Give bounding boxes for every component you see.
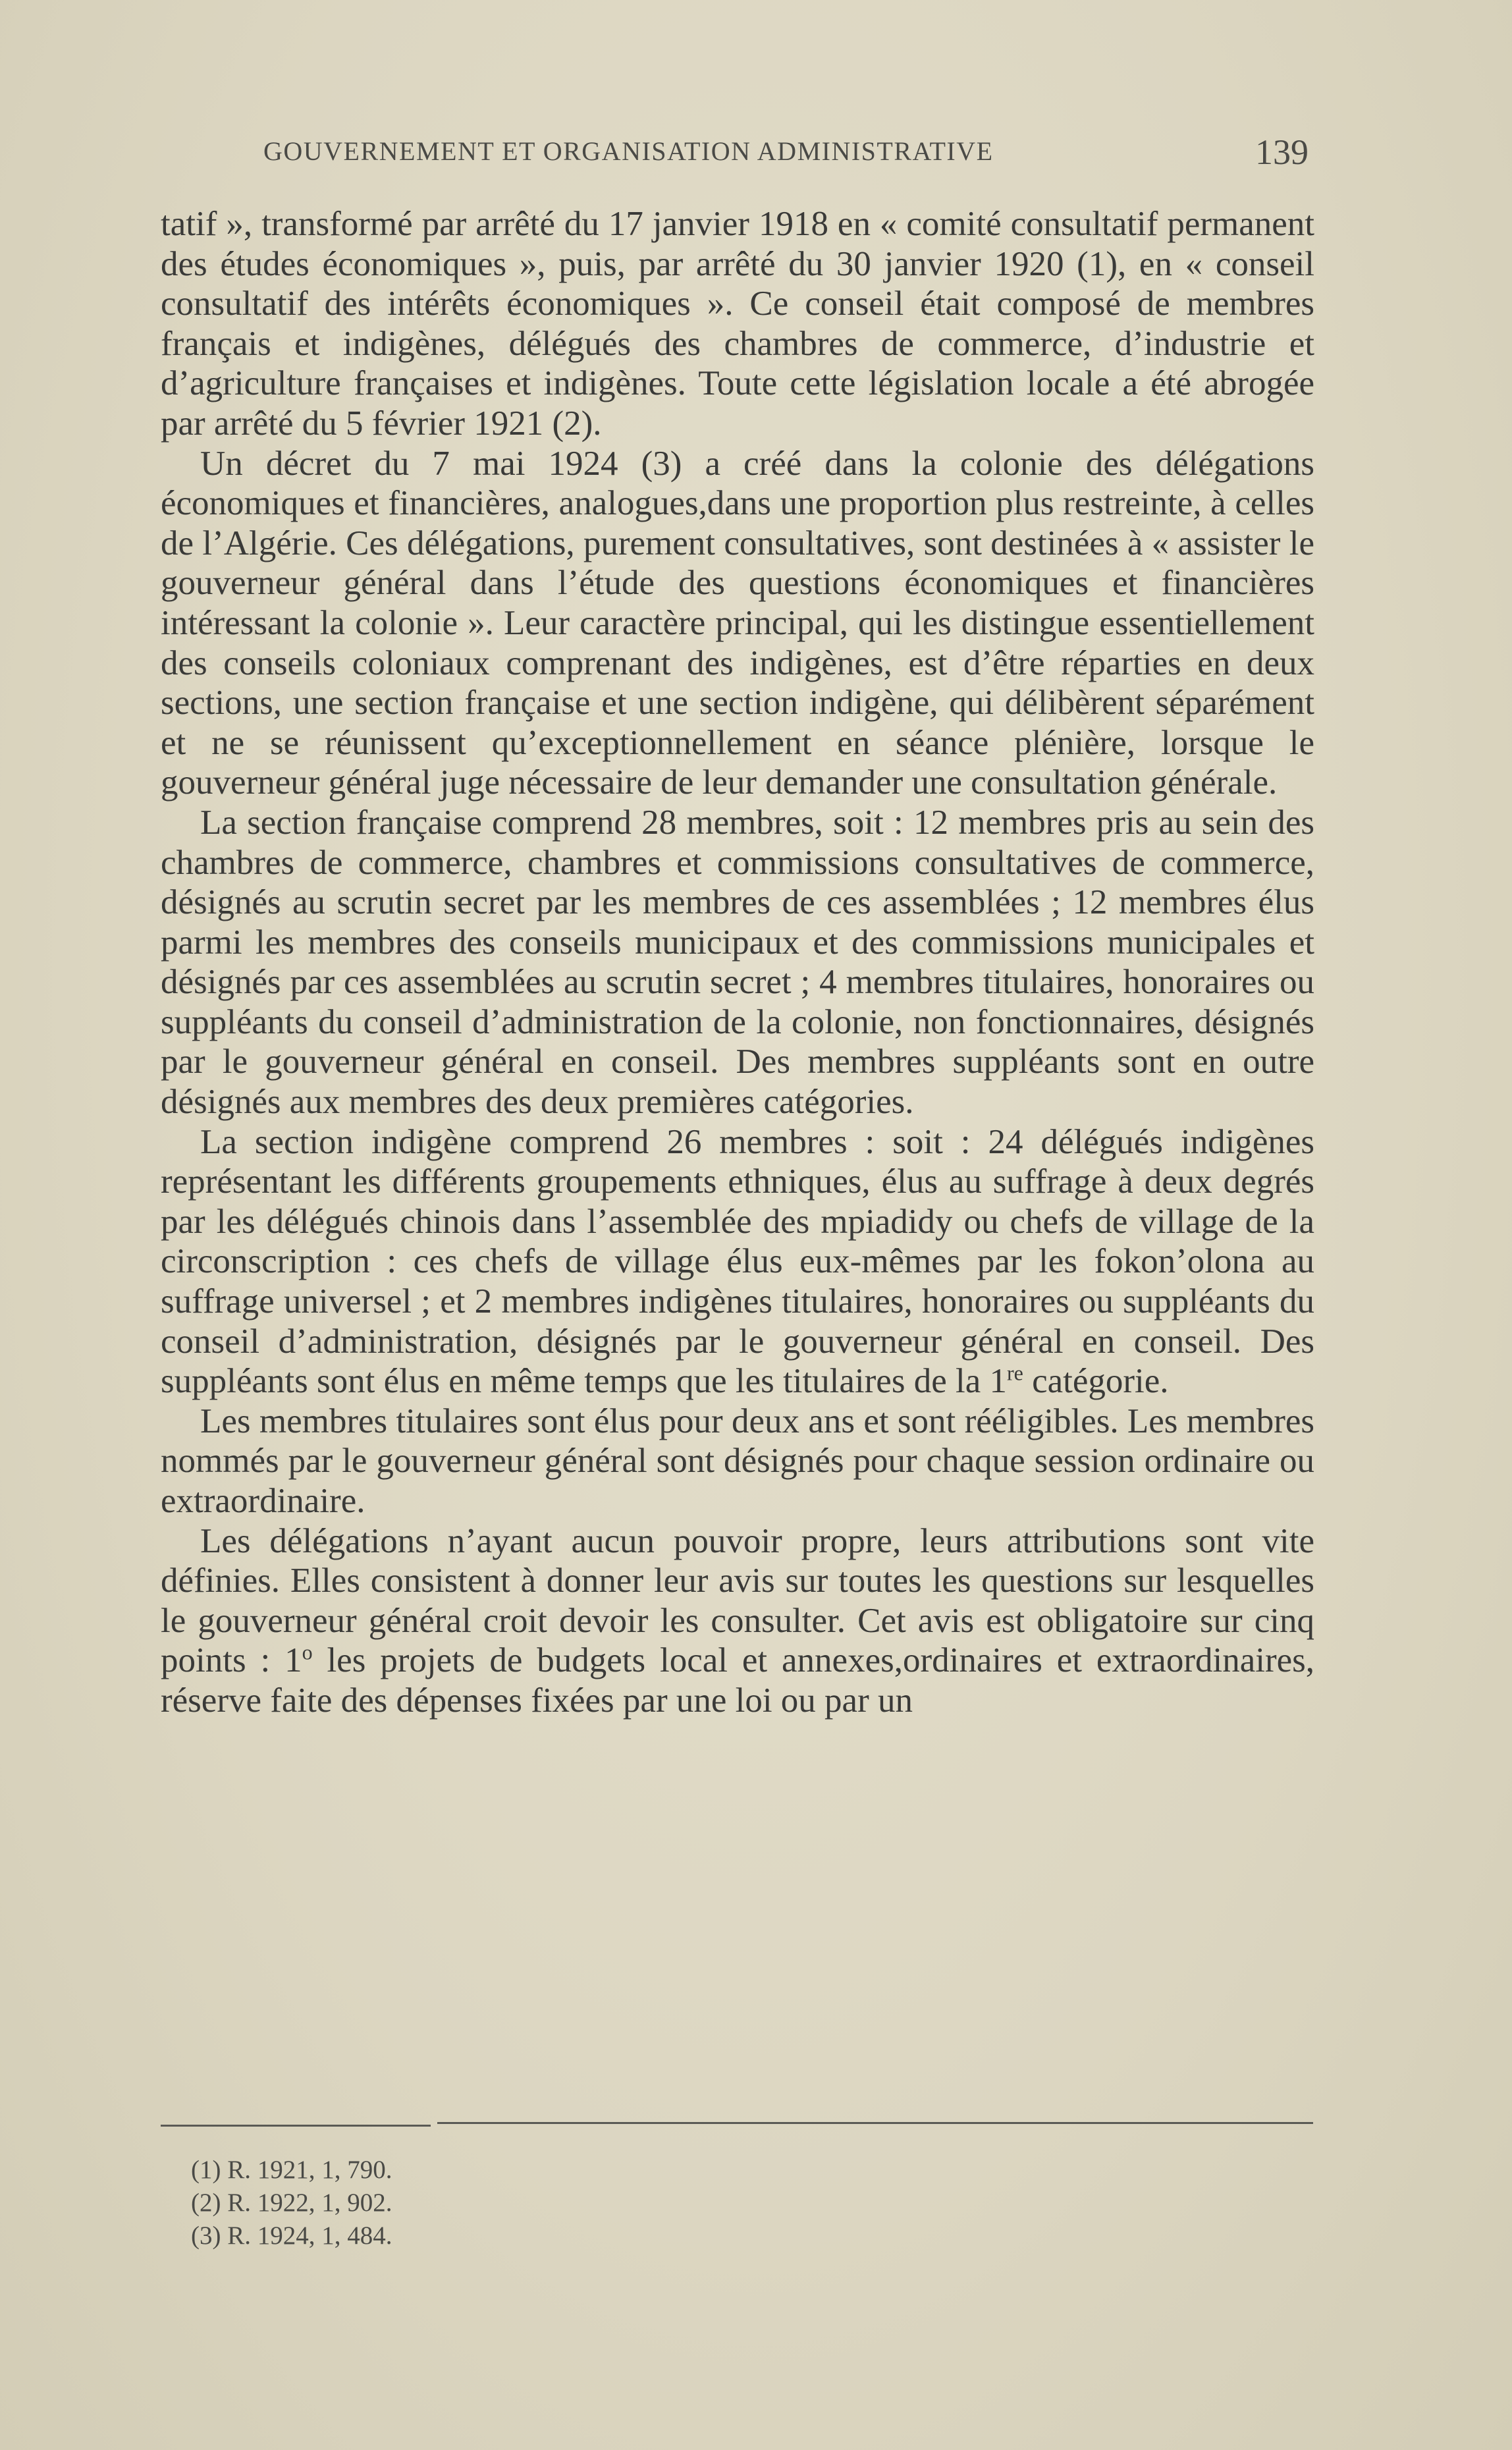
footnote-rule-left xyxy=(161,2125,431,2127)
paragraph-6 xyxy=(161,1521,1314,1721)
paragraph-2: Un décret du 7 mai 1924 (3) a créé dans la colonie des délégations économiques et financières, analogues,dans une proportion plus restreinte, à celles de l’Algérie. Ces délégations, purement consultatives, sont destinées à « assister le gouverneur général dans l’étude des questions économiques et financières intéressant la colonie ». Leur caractère principal, qui les distingue essentiellement des conseils coloniaux comprenant des indigènes, est d’être réparties en deux sections, une section française et une section indigène, qui délibèrent séparément et ne se réunissent qu’exceptionnellement en séance plénière, lorsque le gouverneur général juge nécessaire de leur demander une consultation générale. xyxy=(161,444,1314,802)
ordinal-superscript: o xyxy=(302,1640,313,1664)
paragraph-6-text: Les délégations n’ayant aucun pouvoir propre, leurs attributions sont vite définies. Elles consistent à donner leur avis sur toutes les questions sur lesquelles le gouverneur général croit devoir les consulter. Cet avis est obligatoire sur cinq points : 1 xyxy=(161,1521,1314,1680)
footnotes xyxy=(191,2154,392,2252)
paragraph-5: Les membres titulaires sont élus pour deux ans et sont rééligibles. Les membres nommés par le gouverneur général sont désignés pour chaque session ordinaire ou extraordinaire. xyxy=(161,1402,1314,1520)
paragraph-1: tatif », transformé par arrêté du 17 janvier 1918 en « comité consultatif permanent des études économiques », puis, par arrêté du 30 janvier 1920 (1), en « conseil consultatif des intérêts économiques ». Ce conseil était composé de membres français et indigènes, délégués des chambres de commerce, d’industrie et d’agriculture françaises et indigènes. Toute cette législation locale a été abrogée par arrêté du 5 février 1921 (2). xyxy=(161,205,1314,443)
paragraph-4-end: catégorie. xyxy=(1023,1362,1169,1401)
running-title: GOUVERNEMENT ET ORGANISATION ADMINISTRATIVE xyxy=(263,136,994,166)
footnote-1: (1) R. 1921, 1, 790. xyxy=(191,2156,392,2184)
footnote-2: (2) R. 1922, 1, 902. xyxy=(191,2189,392,2217)
paragraph-3: La section française comprend 28 membres, soit : 12 membres pris au sein des chambres de commerce, chambres et commissions consultatives de commerce, désignés au scrutin secret par les membres de ces assemblées ; 12 membres élus parmi les membres des conseils municipaux et des commissions municipales et désignés par ces assemblées au scrutin secret ; 4 membres titulaires, honoraires ou suppléants du conseil d’administration de la colonie, non fonctionnaires, désignés par le gouverneur général en conseil. Des membres suppléants sont en outre désignés aux membres des deux premières catégories. xyxy=(161,803,1314,1122)
footnote-rule-right xyxy=(437,2122,1313,2124)
paragraph-6-end: les projets de budgets local et annexes,ordinaires et extraordinaires, réserve faite des dépenses fixées par une loi ou par un xyxy=(161,1641,1314,1720)
paragraph-4-text: La section indigène comprend 26 membres : soit : 24 délégués indigènes représentant les différents groupements ethniques, élus au suffrage à deux degrés par les délégués chinois dans l’assemblée des mpiadidy ou chefs de village de la circonscription : ces chefs de village élus eux-mêmes par les fokon’olona au suffrage universel ; et 2 membres indigènes titulaires, honoraires ou suppléants du conseil d’administration, désignés par le gouverneur général en conseil. Des suppléants sont élus en même temps que les titulaires de la 1 xyxy=(161,1122,1314,1401)
footnote-3: (3) R. 1924, 1, 484. xyxy=(191,2221,392,2250)
page-number: 139 xyxy=(1255,132,1309,172)
paragraph-4 xyxy=(161,1122,1314,1402)
ordinal-superscript: re xyxy=(1006,1361,1023,1385)
body-text xyxy=(161,204,1314,1721)
